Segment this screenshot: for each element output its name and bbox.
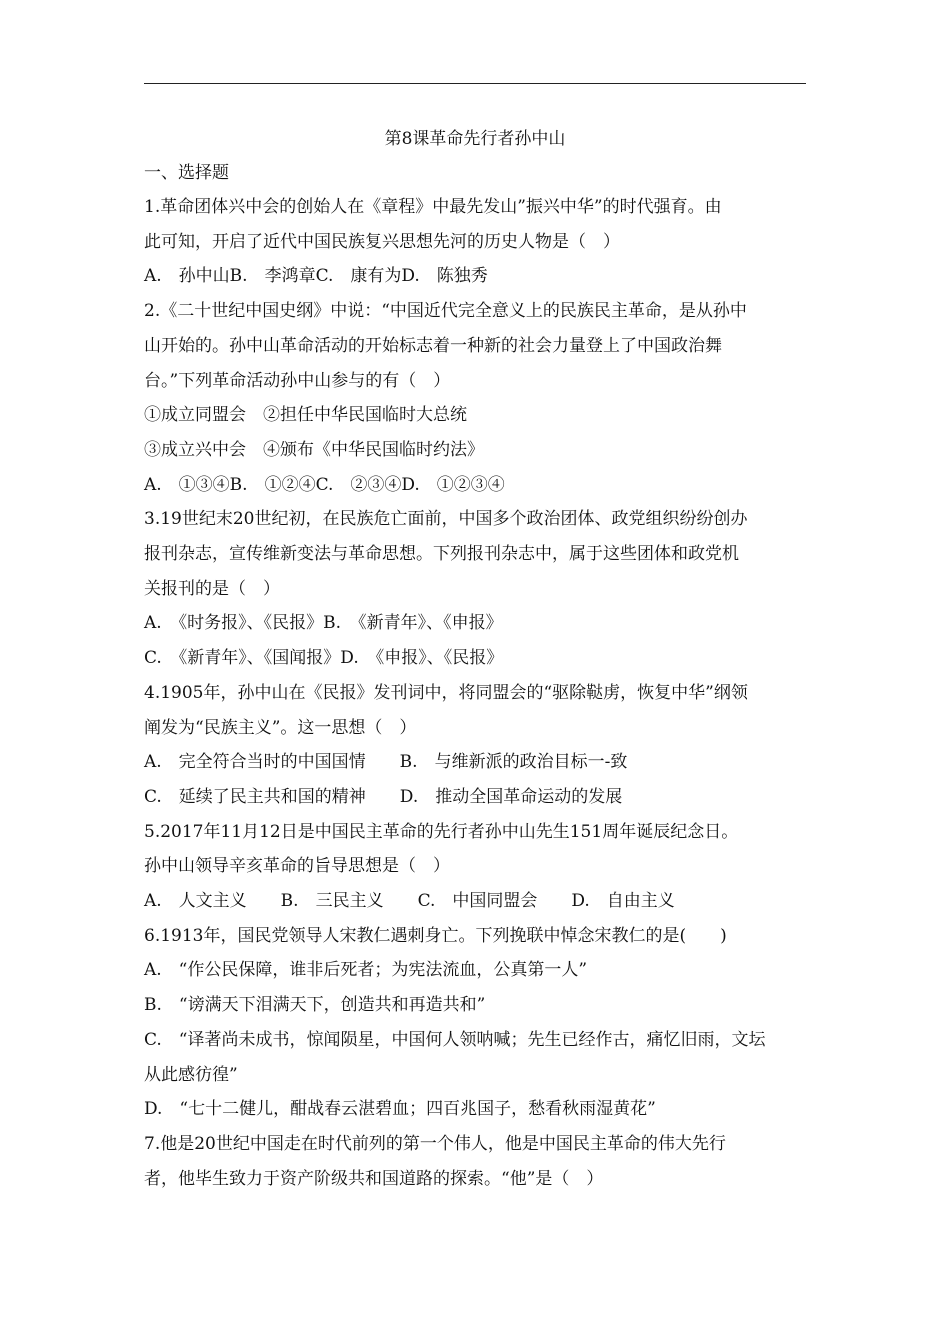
text-line: 3.19世纪末20世纪初，在民族危亡面前，中国多个政治团体、政党组织纷纷创办: [144, 509, 748, 530]
text-line: 7.他是20世纪中国走在时代前列的第一个伟人，他是中国民主革命的伟大先行: [144, 1133, 726, 1154]
text-line: 6.1913年，国民党领导人宋教仁遇刺身亡。下列挽联中悼念宋教仁的是( ): [144, 925, 727, 946]
text-line: A. “作公民保障，谁非后死者；为宪法流血，公真第一人”: [144, 960, 588, 981]
header-rule: [144, 83, 806, 84]
text-line: 山开始的。孙中山革命活动的开始标志着一种新的社会力量登上了中国政治舞: [144, 335, 722, 356]
text-line: A. 孙中山B. 李鸿章C. 康有为D. 陈独秀: [144, 266, 488, 287]
text-line: A. 《时务报》、《民报》B. 《新青年》、《申报》: [144, 613, 503, 634]
page-title: 第8课革命先行者孙中山: [384, 129, 566, 149]
text-line: C. “译著尚未成书，惊闻陨星，中国何人领呐喊；先生已经作古，痛忆旧雨，文坛: [144, 1029, 766, 1050]
text-line: 4.1905年，孙中山在《民报》发刊词中，将同盟会的“驱除鞑虏，恢复中华”纲领: [144, 682, 748, 703]
text-line: 孙中山领导辛亥革命的旨导思想是（ ）: [144, 856, 450, 877]
text-line: 1.革命团体兴中会的创始人在《章程》中最先发山”振兴中华”的时代强育。由: [144, 197, 722, 217]
section-heading: 一、选择题: [144, 163, 229, 183]
text-line: A. 完全符合当时的中国国情 B. 与维新派的政治目标一-致: [144, 752, 628, 773]
text-line: ③成立兴中会 ④颁布《中华民国临时约法》: [144, 439, 484, 460]
text-line: 台。”下列革命活动孙中山参与的有（ ）: [144, 370, 451, 391]
text-line: 5.2017年11月12日是中国民主革命的先行者孙中山先生151周年诞辰纪念日。: [144, 821, 739, 842]
text-line: 者，他毕生致力于资产阶级共和国道路的探索。“他”是（ ）: [144, 1168, 604, 1189]
text-line: A. 人文主义 B. 三民主义 C. 中国同盟会 D. 自由主义: [144, 891, 675, 911]
text-line: 阐发为“民族主义”。这一思想（ ）: [144, 717, 417, 738]
text-line: A. ①③④B. ①②④C. ②③④D. ①②③④: [144, 474, 505, 495]
text-line: 此可知，开启了近代中国民族复兴思想先河的历史人物是（ ）: [144, 231, 620, 252]
text-line: ①成立同盟会 ②担任中华民国临时大总统: [144, 405, 467, 426]
text-line: B. “谤满天下泪满天下，创造共和再造共和”: [144, 995, 486, 1016]
text-line: 报刊杂志，宣传维新变法与革命思想。下列报刊杂志中，属于这些团体和政党机: [144, 544, 739, 564]
text-line: C. 延续了民主共和国的精神 D. 推动全国革命运动的发展: [144, 786, 623, 807]
text-line: C. 《新青年》、《国闻报》D. 《申报》、《民报》: [144, 648, 504, 669]
text-line: 从此感彷徨”: [144, 1064, 238, 1085]
text-line: 2.《二十世纪中国史纲》中说：“中国近代完全意义上的民族民主革命，是从孙中: [144, 301, 747, 322]
text-line: 关报刊的是（ ）: [144, 578, 280, 599]
text-line: D. “七十二健儿，酣战春云湛碧血；四百兆国子，愁看秋雨湿黄花”: [144, 1099, 656, 1120]
